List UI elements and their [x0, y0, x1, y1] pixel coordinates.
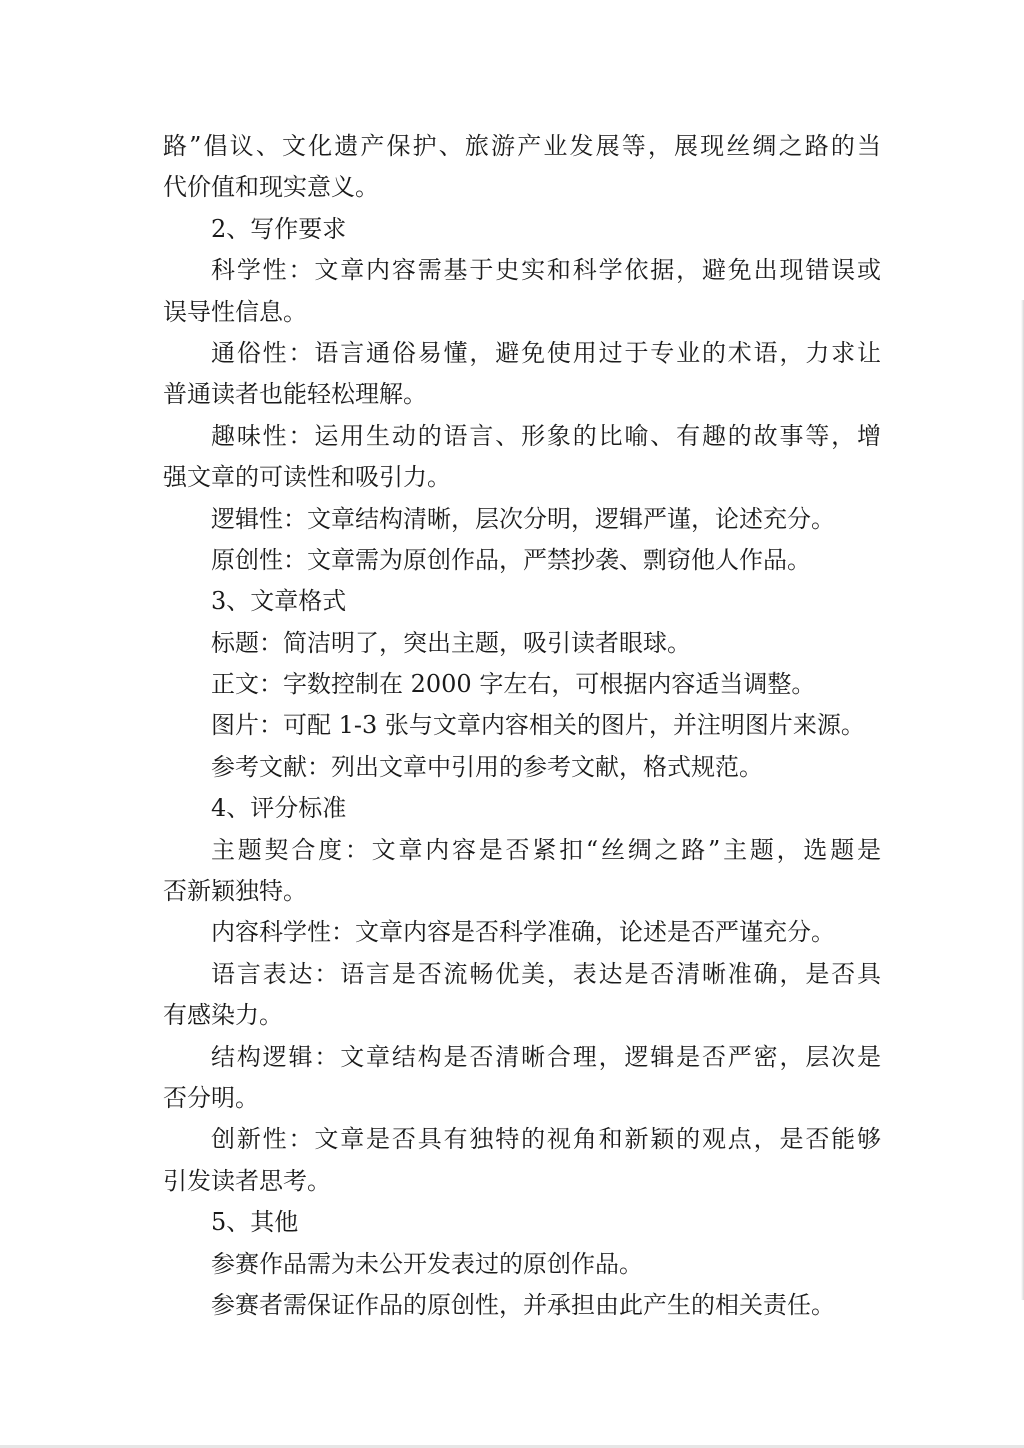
- text-line: 原创性：文章需为原创作品，严禁抄袭、剽窃他人作品。: [211, 545, 811, 574]
- text-line: 标题：简洁明了，突出主题，吸引读者眼球。: [211, 628, 691, 657]
- text-line: 引发读者思考。: [163, 1166, 331, 1195]
- text-line: 逻辑性：文章结构清晰，层次分明，逻辑严谨，论述充分。: [211, 504, 835, 533]
- section-heading: 2、写作要求: [211, 214, 347, 243]
- text-line: 正文：字数控制在 2000 字左右，可根据内容适当调整。: [211, 670, 816, 699]
- text-line: 参赛者需保证作品的原创性，并承担由此产生的相关责任。: [211, 1290, 835, 1319]
- document-body: [163, 126, 881, 1326]
- text-line: 主题契合度：文章内容是否紧扣“丝绸之路”主题，选题是: [211, 835, 881, 864]
- text-line: 创新性：文章是否具有独特的视角和新颖的观点，是否能够: [211, 1125, 881, 1154]
- text-line: 参考文献：列出文章中引用的参考文献，格式规范。: [211, 752, 763, 781]
- text-line: 结构逻辑：文章结构是否清晰合理，逻辑是否严密，层次是: [211, 1042, 881, 1071]
- text-line: 有感染力。: [163, 1001, 283, 1030]
- text-line: 误导性信息。: [163, 297, 307, 326]
- text-line: 趣味性：运用生动的语言、形象的比喻、有趣的故事等，增: [211, 421, 881, 450]
- section-heading: 4、评分标准: [211, 794, 347, 823]
- text-line: 强文章的可读性和吸引力。: [163, 463, 451, 492]
- text-line: 代价值和现实意义。: [163, 173, 379, 202]
- text-line: 语言表达：语言是否流畅优美，表达是否清晰准确，是否具: [211, 959, 881, 988]
- text-line: 路”倡议、文化遗产保护、旅游产业发展等，展现丝绸之路的当: [163, 132, 881, 160]
- text-line: 普通读者也能轻松理解。: [163, 380, 427, 409]
- text-line: 科学性：文章内容需基于史实和科学依据，避免出现错误或: [211, 256, 881, 285]
- text-line: 图片：可配 1-3 张与文章内容相关的图片，并注明图片来源。: [211, 711, 865, 740]
- text-line: 否分明。: [163, 1083, 259, 1112]
- text-line: 内容科学性：文章内容是否科学准确，论述是否严谨充分。: [211, 918, 835, 947]
- text-line: 参赛作品需为未公开发表过的原创作品。: [211, 1249, 643, 1278]
- text-line: 通俗性：语言通俗易懂，避免使用过于专业的术语，力求让: [211, 338, 881, 367]
- section-heading: 3、文章格式: [211, 587, 347, 616]
- section-heading: 5、其他: [211, 1208, 299, 1237]
- text-line: 否新颖独特。: [163, 877, 307, 906]
